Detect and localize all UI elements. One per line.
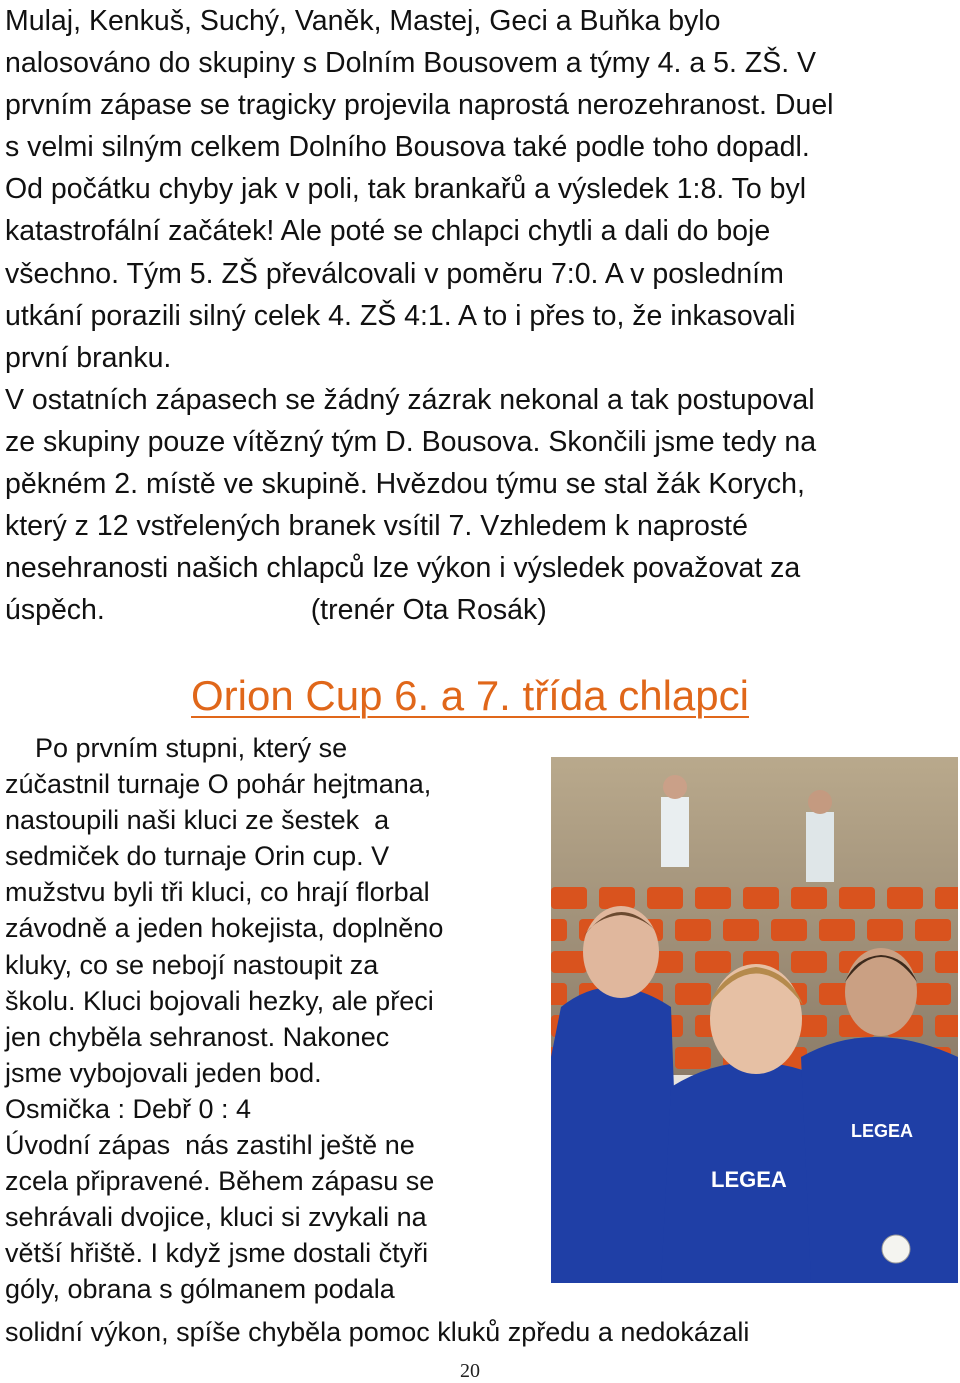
seat — [647, 887, 683, 909]
text-line: Mulaj, Kenkuš, Suchý, Vaněk, Mastej, Geci a Buňka bylo — [5, 5, 721, 37]
text-line: Osmička : Debř 0 : 4 — [5, 1093, 252, 1124]
seat — [551, 951, 587, 973]
text-line: kluky, co se nebojí nastoupit za — [5, 949, 379, 980]
seat — [675, 983, 711, 1005]
text-line: zúčastnil turnaje O pohár hejtmana, — [5, 769, 432, 800]
seat — [551, 919, 567, 941]
seat — [723, 919, 759, 941]
seat — [599, 887, 635, 909]
seat — [551, 887, 587, 909]
text-line: zcela připravené. Během zápasu se — [5, 1166, 435, 1197]
jersey-text-2: LEGEA — [851, 1121, 914, 1141]
text-line: góly, obrana s gólmanem podala — [5, 1274, 395, 1305]
text-line: školu. Kluci bojovali hezky, ale přeci — [5, 985, 434, 1016]
text-line: závodně a jeden hokejista, doplněno — [5, 913, 444, 944]
section-heading: Orion Cup 6. a 7. třída chlapci — [191, 672, 749, 719]
seat — [771, 919, 807, 941]
text-line: nastoupili naši kluci ze šestek a — [5, 805, 390, 836]
text-line: utkání porazili silný celek 4. ZŠ 4:1. A to i přes to, že inkasovali — [5, 299, 796, 332]
seat — [695, 887, 731, 909]
text-line: první branku. — [5, 341, 172, 374]
text-line: úspěch. (trenér Ota Rosák) — [5, 594, 547, 627]
seat — [675, 1047, 711, 1069]
seat — [743, 887, 779, 909]
text-line: sedmiček do turnaje Orin cup. V — [5, 841, 390, 872]
seat — [935, 887, 958, 909]
text-line: jen chyběla sehranost. Nakonec — [5, 1021, 390, 1052]
seat — [887, 887, 923, 909]
seat — [935, 1015, 958, 1037]
seat — [819, 919, 855, 941]
jersey-text-1: LEGEA — [711, 1167, 787, 1192]
text-line: větší hřiště. I když jsme dostali čtyři — [5, 1238, 429, 1269]
page-number: 20 — [460, 1360, 480, 1382]
text-line: prvním zápase se tragicky projevila naprostá nerozehranost. Duel — [5, 89, 834, 122]
seat — [935, 951, 958, 973]
seat — [915, 919, 951, 941]
text-line: nesehranosti našich chlapců lze výkon i výsledek považovat za — [5, 552, 801, 585]
text-line: jsme vybojovali jeden bod. — [5, 1057, 322, 1088]
seat — [791, 887, 827, 909]
text-line: sehrávali dvojice, kluci si zvykali na — [5, 1202, 427, 1233]
text-line: který z 12 vstřelených branek vsítil 7. Vzhledem k naprosté — [5, 510, 748, 543]
text-line: nalosováno do skupiny s Dolním Bousovem a týmy 4. a 5. ZŠ. V — [5, 47, 817, 80]
continuation-line: solidní výkon, spíše chyběla pomoc kluků zpředu a nedokázali — [5, 1317, 750, 1347]
text-line: mužstvu byli tři kluci, co hrají florbal — [5, 877, 430, 908]
seat — [695, 951, 731, 973]
text-line: katastrofální začátek! Ale poté se chlapci chytli a dali do boje — [5, 215, 771, 248]
section-text-column — [5, 730, 550, 1308]
text-line: ze skupiny pouze vítězný tým D. Bousova. Skončili jsme tedy na — [5, 425, 817, 458]
text-line: Po prvním stupni, který se — [5, 733, 348, 763]
text-line: s velmi silným celkem Dolního Bousova také podle toho dopadl. — [5, 131, 810, 164]
seat — [839, 887, 875, 909]
intro-paragraph — [5, 0, 955, 631]
text-line: všechno. Tým 5. ZŠ převálcovali v poměru 7:0. A v posledním — [5, 257, 784, 290]
team-photo-illustration — [551, 757, 958, 1283]
text-line: Od počátku chyby jak v poli, tak brankařů a výsledek 1:8. To byl — [5, 173, 807, 206]
text-line: pěkném 2. místě ve skupině. Hvězdou týmu se stal žák Korych, — [5, 468, 805, 501]
seat — [551, 983, 567, 1005]
team-photo — [551, 757, 958, 1283]
text-line: V ostatních zápasech se žádný zázrak nekonal a tak postupoval — [5, 383, 815, 416]
text-line: Úvodní zápas nás zastihl ještě ne — [5, 1130, 415, 1161]
seat — [791, 951, 827, 973]
seat — [867, 919, 903, 941]
seat — [675, 919, 711, 941]
seat — [915, 983, 951, 1005]
